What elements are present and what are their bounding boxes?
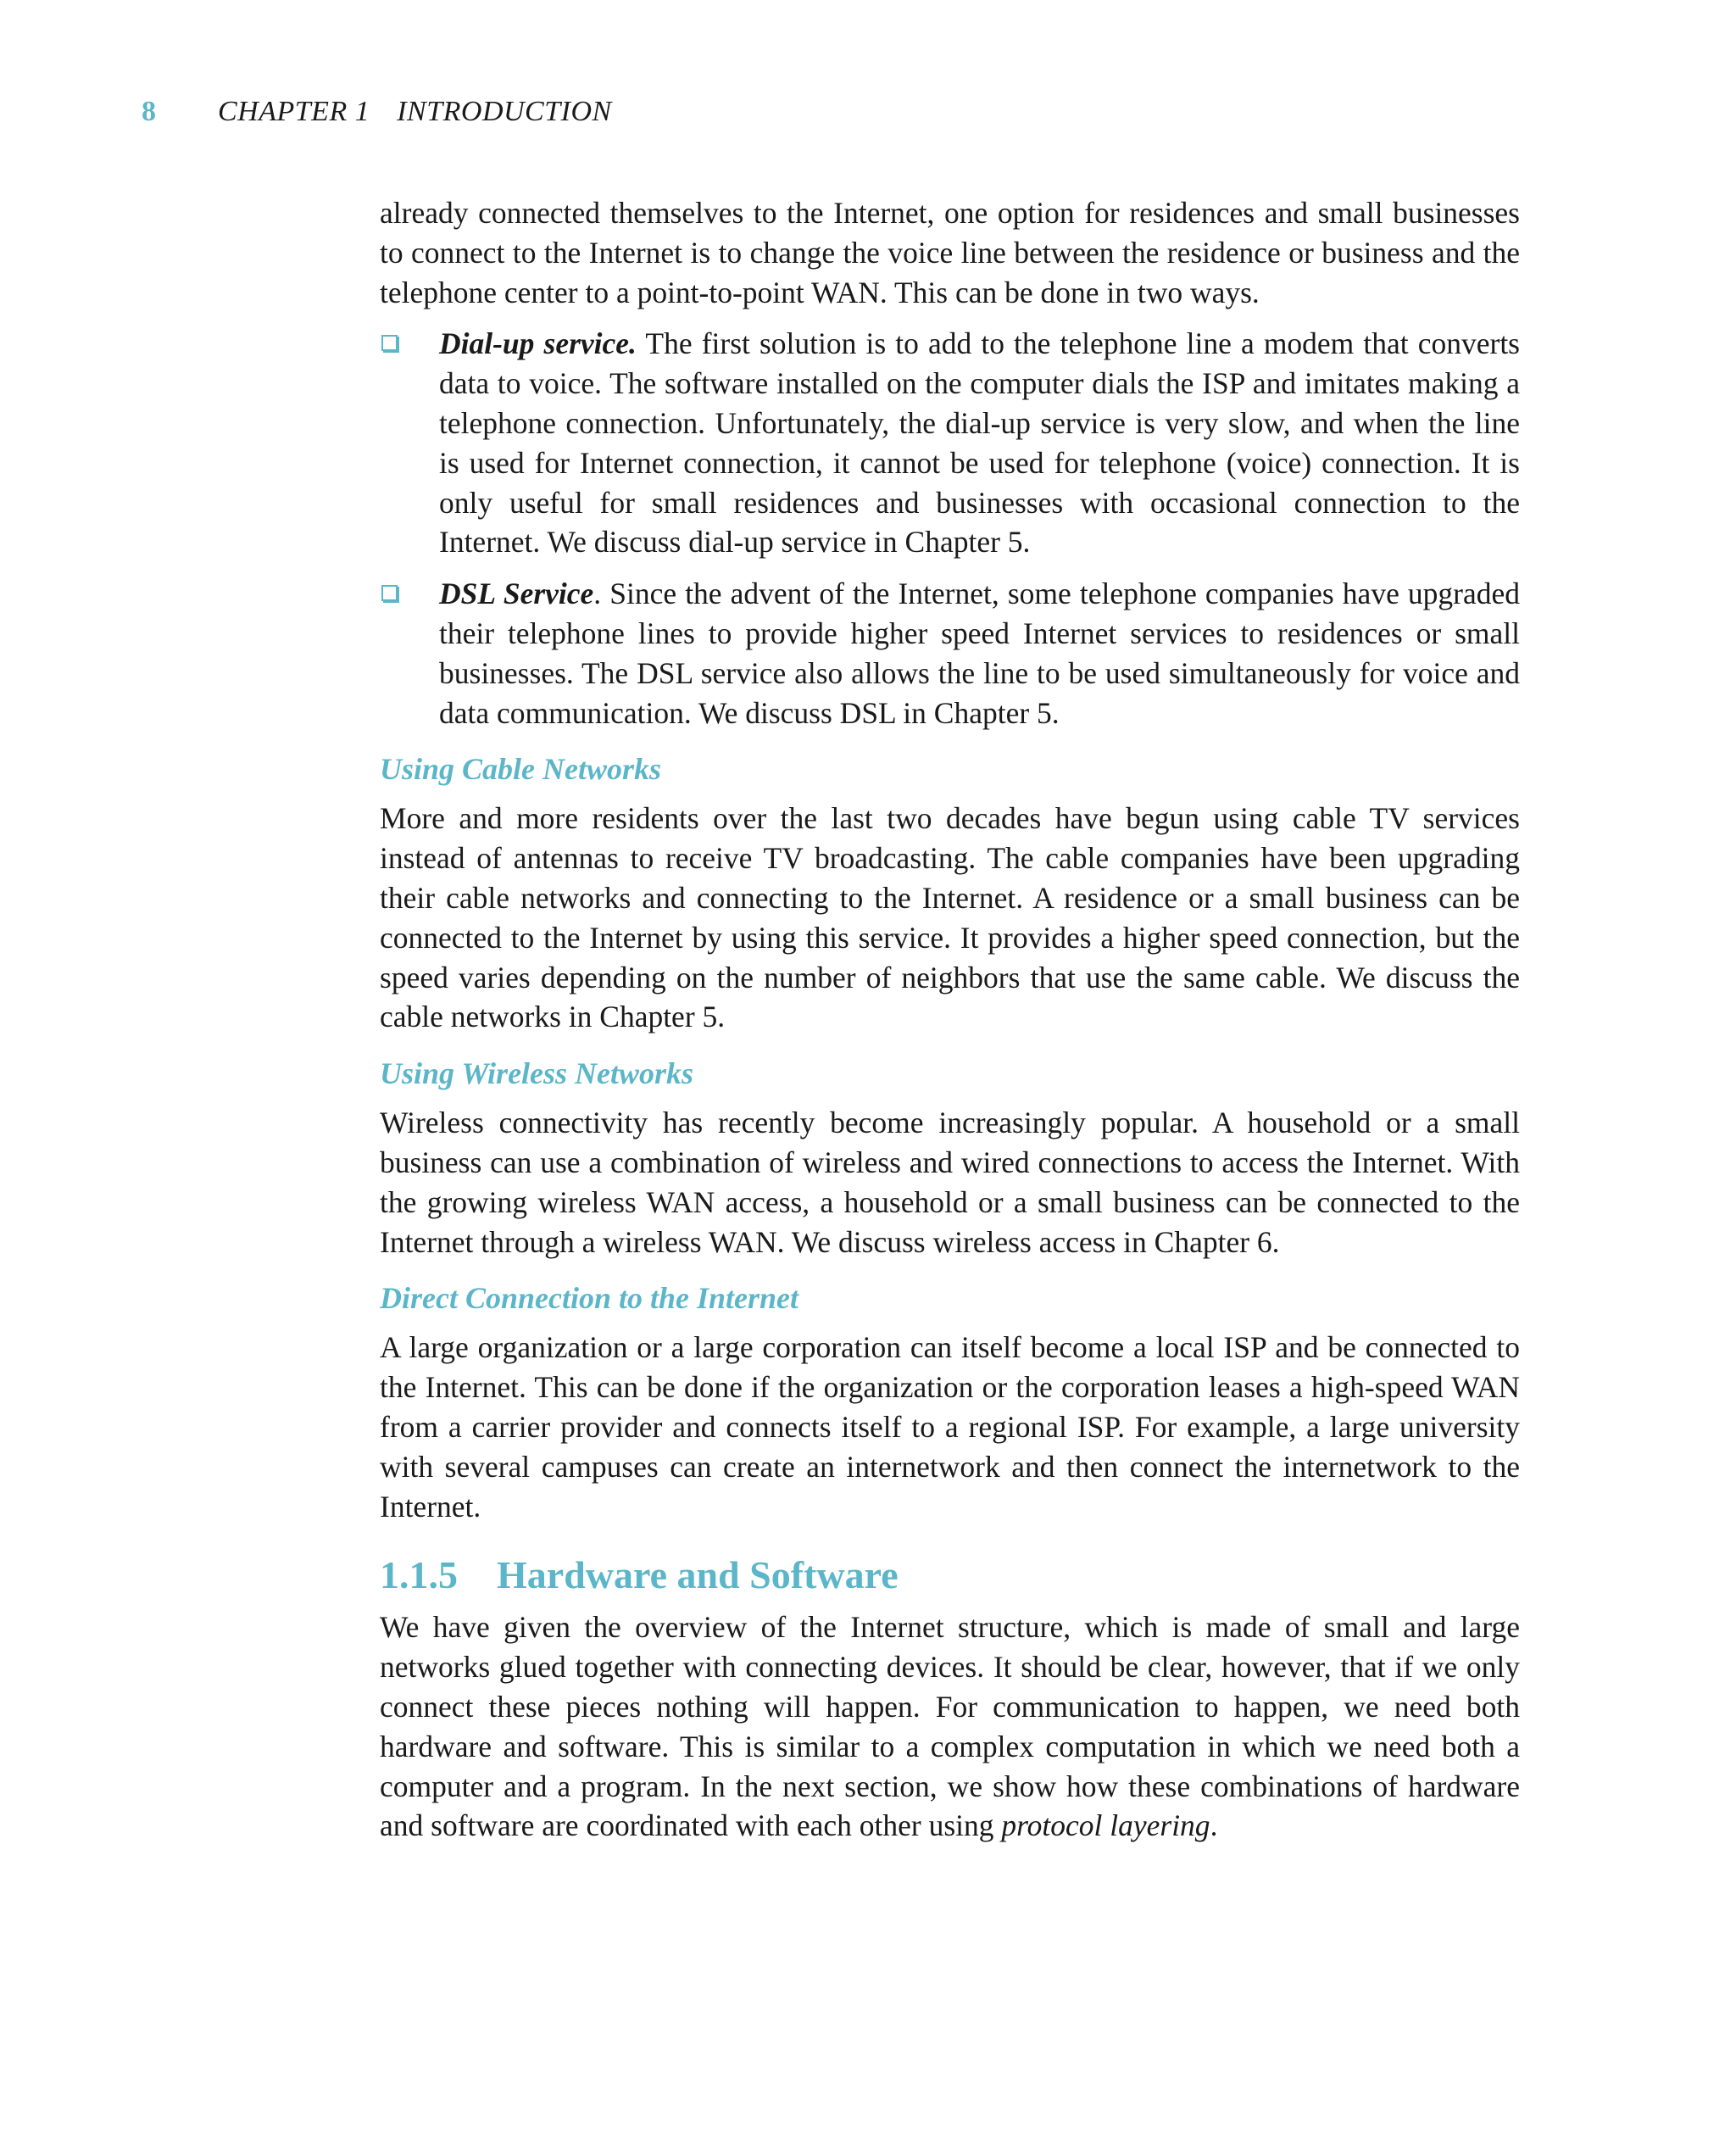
access-options-list <box>380 324 1520 733</box>
page-body <box>380 193 1520 1846</box>
wireless-paragraph: Wireless connectivity has recently become increasingly popular. A household or a small business can use a combination of wireless and wired connections to access the Internet. With the growing wireless WAN access, a household or a small business can be connected to the Internet through a wireless WAN. We discuss wireless access in Chapter 6. <box>380 1106 1520 1259</box>
bullet-text: The first solution is to add to the telephone line a modem that converts data to voice. The software installed on the computer dials the ISP and imitates making a telephone connection. Unfortunately, the dial-up service is very slow, and when the line is used for Internet connection, it cannot be used for telephone (voice) connection. It is only useful for small residences and businesses with occasional connection to the Internet. We discuss dial-up service in Chapter 5. <box>439 326 1520 560</box>
checkbox-bullet-icon <box>381 335 398 351</box>
section-paragraph <box>380 1607 1520 1846</box>
bullet-lead-term: Dial-up service. <box>439 326 637 361</box>
chapter-label: CHAPTER 1 <box>218 96 370 127</box>
bullet-text: . Since the advent of the Internet, some telephone companies have upgraded their telephone lines to provide higher speed Internet services to residences or small businesses. The DSL service also allows the line to be used simultaneously for voice and data communication. We discuss DSL in Chapter 5. <box>439 577 1520 730</box>
italic-term: protocol layering <box>1001 1808 1210 1843</box>
subheading-cable: Using Cable Networks <box>380 752 662 787</box>
list-item-dial-up <box>380 324 1520 562</box>
section-heading <box>380 1552 1520 1599</box>
section-text: We have given the overview of the Internet structure, which is made of small and large networks glued together with connecting devices. It should be clear, however, that if we only connect these pieces nothing will happen. For communication to happen, we need both hardware and software. This is similar to a complex computation in which we need both a computer and a program. In the next section, we show how these combinations of hardware and software are coordinated with each other using <box>380 1610 1520 1843</box>
running-head <box>142 96 612 128</box>
subheading-wireless: Using Wireless Networks <box>380 1056 694 1091</box>
cable-paragraph: More and more residents over the last two decades have begun using cable TV services instead of antennas to receive TV broadcasting. The cable companies have been upgrading their cable networks and connecting to the Internet. A residence or a small business can be connected to the Internet by using this service. It provides a higher speed connection, but the speed varies depending on the number of neighbors that use the same cable. We discuss the cable networks in Chapter 5. <box>380 801 1520 1034</box>
intro-paragraph: already connected themselves to the Internet, one option for residences and small businesses to connect to the Internet is to change the voice line between the residence or business and the telephone center to a point-to-point WAN. This can be done in two ways. <box>380 196 1520 309</box>
section-end: . <box>1210 1808 1218 1843</box>
bullet-lead-term: DSL Service <box>439 577 594 611</box>
checkbox-bullet-icon <box>381 585 398 601</box>
chapter-title: INTRODUCTION <box>397 96 612 127</box>
list-item-dsl <box>380 574 1520 733</box>
direct-paragraph: A large organization or a large corporation can itself become a local ISP and be connected to the Internet. This can be done if the organization or the corporation leases a high-speed WAN from a carrier provider and connects itself to a regional ISP. For example, a large university with several campuses can create an internetwork and then connect the internetwork to the Internet. <box>380 1330 1520 1524</box>
section-title: Hardware and Software <box>497 1553 899 1597</box>
page-number: 8 <box>142 96 157 127</box>
section-number: 1.1.5 <box>380 1553 458 1597</box>
subheading-direct: Direct Connection to the Internet <box>380 1281 799 1316</box>
